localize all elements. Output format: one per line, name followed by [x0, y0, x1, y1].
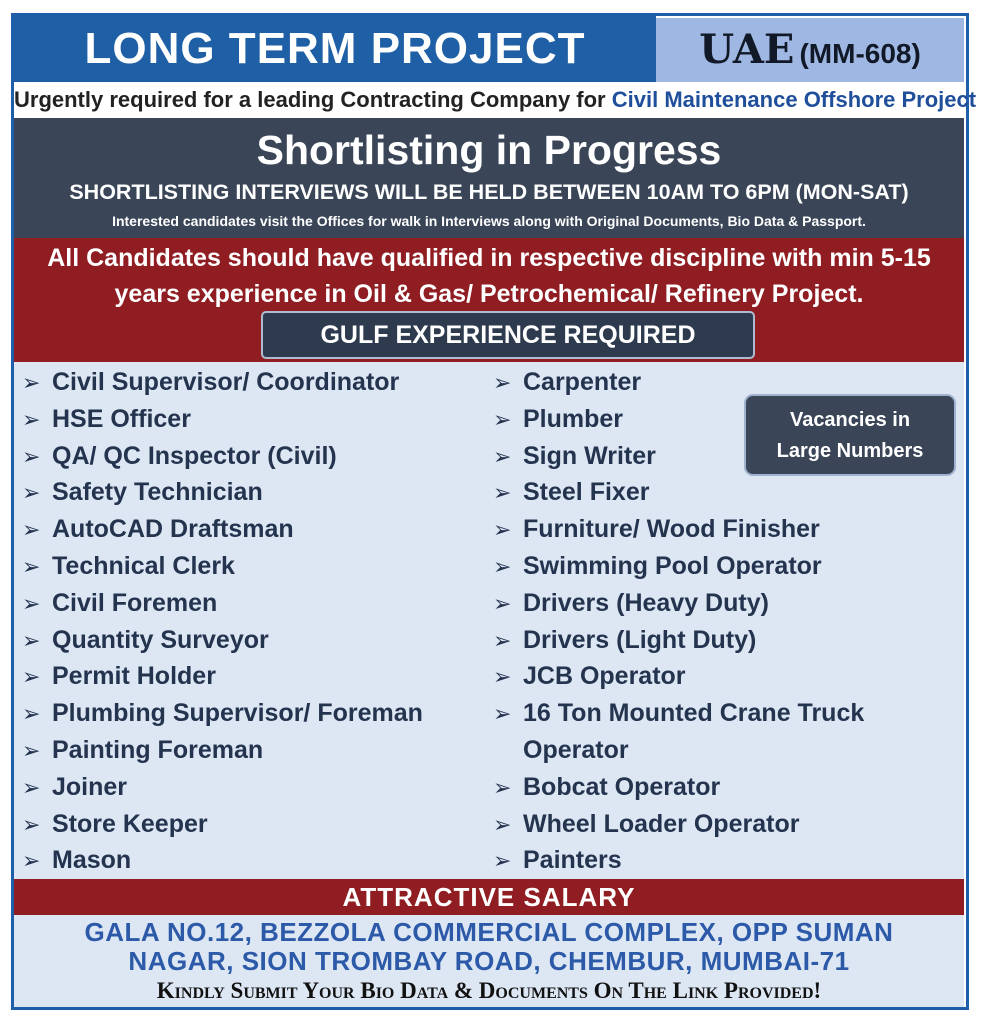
job-title: HSE Officer [52, 404, 191, 433]
bullet-arrow-icon: ➢ [493, 555, 512, 580]
job-title: Steel Fixer [523, 478, 650, 507]
address-block [14, 915, 964, 1007]
job-title: Carpenter [523, 368, 642, 396]
bullet-arrow-icon: ➢ [22, 591, 41, 617]
job-title: Wheel Loader Operator [523, 809, 800, 838]
job-title: JCB Operator [523, 662, 686, 691]
job-item [22, 769, 127, 807]
vacancies-line-2: Large Numbers [776, 440, 924, 462]
bullet-arrow-icon: ➢ [493, 812, 512, 838]
country-label: UAE [699, 26, 795, 73]
job-item [493, 842, 622, 880]
bullet-arrow-icon: ➢ [22, 481, 41, 507]
job-item [493, 364, 641, 402]
qualification-text [24, 240, 954, 312]
bullet-arrow-icon: ➢ [493, 518, 512, 544]
bullet-arrow-icon: ➢ [493, 665, 512, 691]
job-item [493, 585, 769, 623]
bullet-arrow-icon: ➢ [22, 812, 41, 838]
job-title: AutoCAD Draftsman [52, 515, 294, 544]
job-item [493, 401, 623, 439]
shortlisting-title: Shortlisting in Progress [256, 127, 722, 173]
qualification-line-2: years experience in Oil & Gas/ Petrochemical/ Refinery Project. [114, 280, 864, 308]
job-item [22, 401, 191, 439]
job-item [22, 511, 294, 549]
job-item [22, 364, 399, 402]
project-name: Civil Maintenance Offshore Project [611, 87, 977, 112]
bullet-arrow-icon: ➢ [493, 481, 512, 507]
bullet-arrow-icon: ➢ [22, 371, 41, 396]
job-title: Drivers (Heavy Duty) [523, 588, 769, 617]
bullet-arrow-icon: ➢ [493, 702, 512, 728]
project-title: LONG TERM PROJECT [14, 16, 656, 82]
bullet-arrow-icon: ➢ [493, 444, 512, 470]
job-item [493, 548, 822, 586]
job-title: Sign Writer [523, 441, 656, 470]
job-item [22, 548, 235, 586]
job-title: Plumbing Supervisor/ Foreman [52, 699, 423, 728]
reference-code: (MM-608) [799, 38, 921, 69]
job-item [22, 474, 263, 512]
job-item [493, 732, 629, 768]
job-title: Store Keeper [52, 809, 208, 838]
job-title: Permit Holder [52, 662, 216, 691]
bullet-arrow-icon: ➢ [22, 555, 41, 580]
job-item [493, 658, 686, 696]
bullet-arrow-icon: ➢ [493, 628, 512, 654]
job-item [493, 438, 656, 476]
country-badge [656, 18, 964, 82]
salary-banner: ATTRACTIVE SALARY [14, 879, 964, 915]
address-line-1: GALA NO.12, BEZZOLA COMMERCIAL COMPLEX, OPP SUMAN [84, 917, 894, 947]
job-item [493, 511, 820, 549]
gulf-experience-badge: GULF EXPERIENCE REQUIRED [261, 311, 755, 359]
job-title: Technical Clerk [52, 552, 235, 580]
bullet-arrow-icon: ➢ [22, 518, 41, 544]
urgent-requirement [14, 84, 977, 116]
job-title: Civil Foremen [52, 588, 218, 617]
job-title: Bobcat Operator [523, 772, 721, 801]
job-title: Quantity Surveyor [52, 625, 269, 654]
job-item [493, 622, 756, 660]
job-title: Drivers (Light Duty) [523, 625, 757, 654]
bullet-arrow-icon: ➢ [22, 775, 41, 801]
bullet-arrow-icon: ➢ [493, 775, 512, 801]
job-title: Joiner [52, 772, 128, 801]
urgent-prefix: Urgently required for a leading Contracting Company for [14, 87, 606, 112]
job-item [22, 585, 217, 623]
job-item [22, 695, 423, 733]
job-title: QA/ QC Inspector (Civil) [52, 441, 337, 470]
job-item [22, 658, 216, 696]
job-item [22, 438, 337, 476]
bullet-arrow-icon: ➢ [22, 628, 41, 654]
job-title: Furniture/ Wood Finisher [523, 515, 820, 544]
interview-schedule: SHORTLISTING INTERVIEWS WILL BE HELD BETWEEN 10AM TO 6PM (MON-SAT) [69, 180, 909, 204]
job-item [22, 732, 263, 770]
qualification-line-1: All Candidates should have qualified in respective discipline with min 5-15 [47, 244, 931, 272]
shortlisting-banner [14, 118, 964, 238]
vacancies-line-1: Vacancies in [789, 409, 911, 431]
bullet-arrow-icon: ➢ [22, 444, 41, 470]
job-title: 16 Ton Mounted Crane Truck [523, 699, 865, 728]
vacancies-badge [744, 394, 956, 476]
bullet-arrow-icon: ➢ [22, 739, 41, 764]
job-title: Civil Supervisor/ Coordinator [52, 368, 400, 396]
job-item [493, 695, 864, 733]
job-title: Mason [52, 846, 132, 875]
job-item [22, 806, 208, 844]
bullet-arrow-icon: ➢ [22, 849, 41, 875]
job-item [22, 622, 269, 660]
bullet-arrow-icon: ➢ [493, 591, 512, 617]
job-title: Safety Technician [52, 478, 263, 507]
bullet-arrow-icon: ➢ [22, 665, 41, 691]
job-title: Plumber [523, 404, 624, 433]
job-item [493, 769, 720, 807]
job-title: Painting Foreman [52, 736, 264, 764]
address-line-2: NAGAR, SION TROMBAY ROAD, CHEMBUR, MUMBAI-71 [128, 946, 850, 976]
job-title: Swimming Pool Operator [523, 552, 822, 580]
job-item [22, 842, 131, 880]
bullet-arrow-icon: ➢ [22, 407, 41, 433]
job-item [493, 806, 799, 844]
bullet-arrow-icon: ➢ [493, 371, 512, 396]
bullet-arrow-icon: ➢ [22, 702, 41, 728]
bullet-arrow-icon: ➢ [493, 407, 512, 433]
job-item [493, 474, 649, 512]
job-title: Operator [523, 736, 629, 764]
submit-instruction: Kindly Submit Your Bio Data & Documents On The Link Provided! [156, 978, 822, 1003]
job-title: Painters [523, 846, 622, 875]
bullet-arrow-icon: ➢ [493, 849, 512, 875]
walk-in-note: Interested candidates visit the Offices for walk in Interviews along with Original Documents, Bio Data & Passport. [112, 213, 866, 229]
